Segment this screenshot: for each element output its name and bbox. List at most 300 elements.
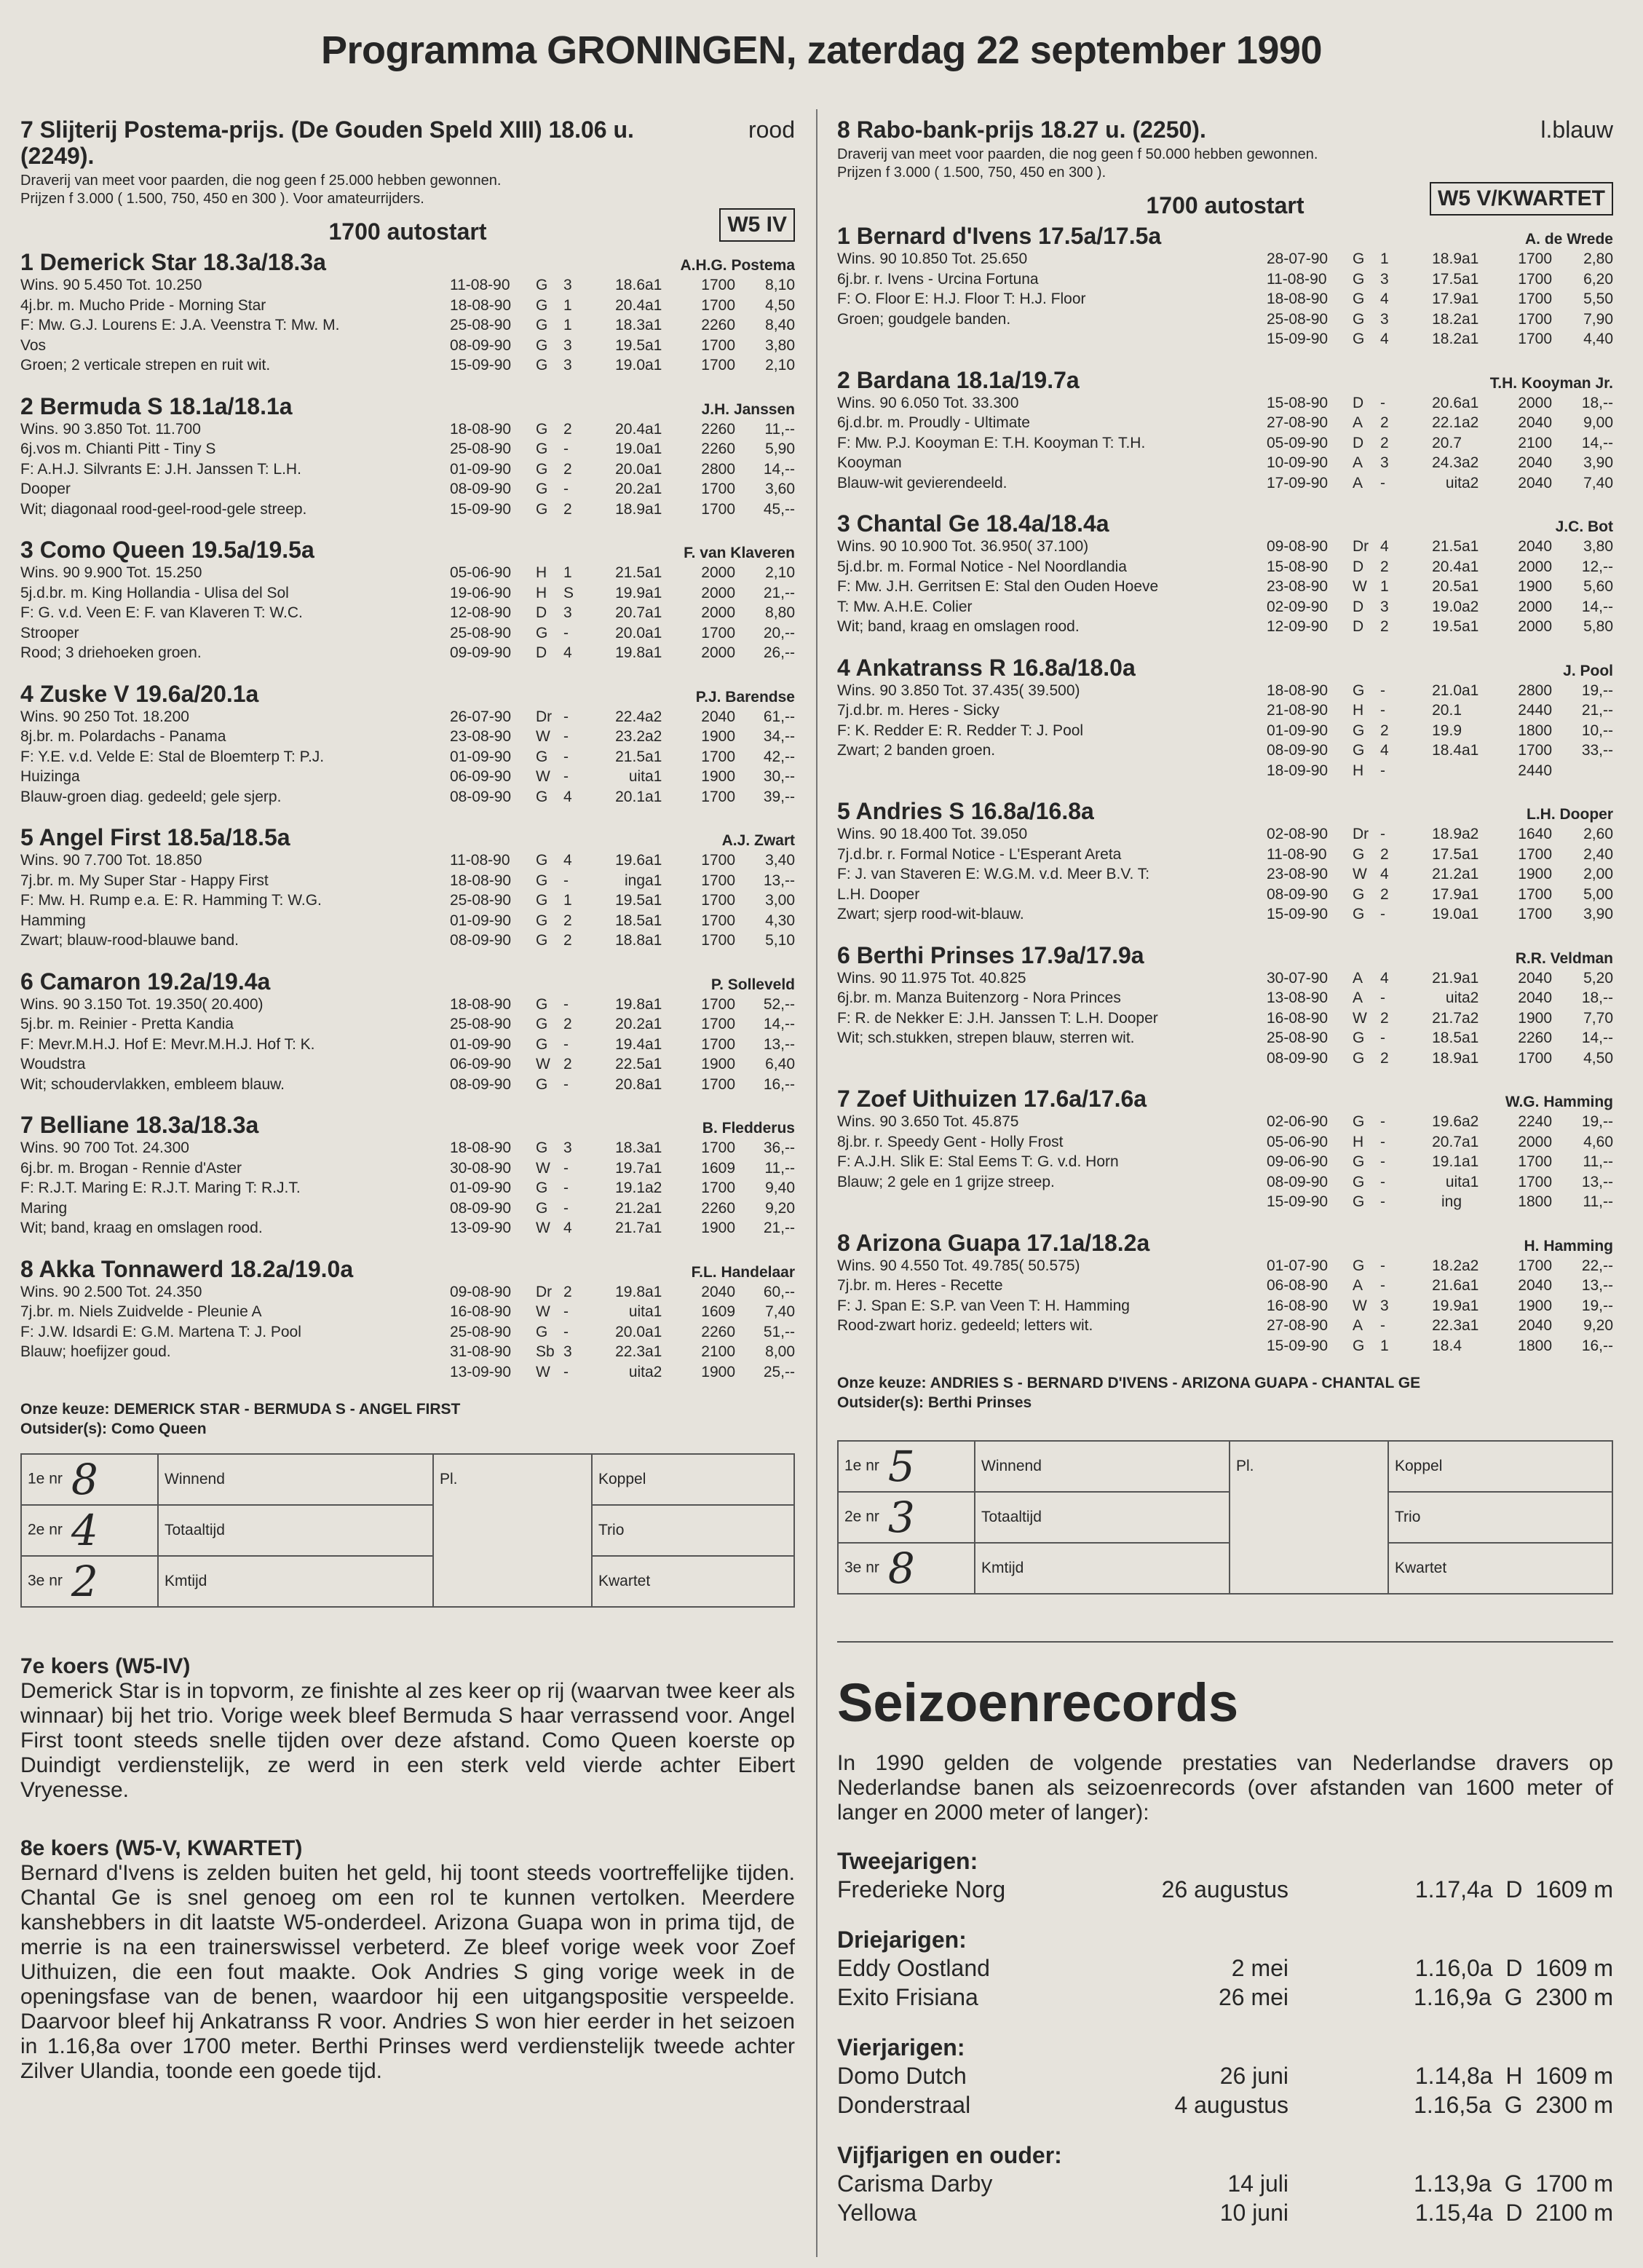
record-row xyxy=(837,2169,1613,2198)
run-odds: 9,20 xyxy=(765,1199,795,1217)
run-place: 2 xyxy=(1380,558,1389,575)
run-track: A xyxy=(1353,969,1363,987)
run-place: 3 xyxy=(563,336,572,354)
run-class: a1 xyxy=(1462,331,1479,347)
koppel-label: Koppel xyxy=(592,1454,794,1505)
info-line: F: Mw. H. Rump e.a. E: R. Hamming T: W.G. xyxy=(20,892,322,909)
run-time: 18.8 xyxy=(615,932,645,949)
run-odds: 11,-- xyxy=(764,1159,795,1177)
horse-entry xyxy=(837,655,1613,781)
run-track: G xyxy=(1353,1153,1365,1170)
run-time: 21.7 xyxy=(615,1220,645,1236)
run-class: a1 xyxy=(645,1323,662,1340)
run-time: 18.6 xyxy=(615,277,645,293)
result-row-2 xyxy=(21,1505,158,1556)
run-distance: 2440 xyxy=(1518,702,1552,719)
run-place: S xyxy=(563,584,574,601)
run-place: 1 xyxy=(1380,1337,1389,1354)
run-class: a2 xyxy=(1462,989,1479,1006)
run-class: a1 xyxy=(1462,1049,1479,1067)
position-label: 1e nr xyxy=(28,1470,63,1487)
run-odds: 21,-- xyxy=(763,584,795,601)
run-time: 19.5 xyxy=(1432,618,1462,635)
recent-runs xyxy=(450,995,795,1095)
run-track: G xyxy=(1353,1113,1365,1130)
horse-header xyxy=(837,223,1613,249)
info-line: Dooper xyxy=(20,481,71,497)
run-class: a1 xyxy=(645,1159,662,1177)
info-line: Wit; band, kraag en omslagen rood. xyxy=(837,618,1080,635)
run-date: 06-09-90 xyxy=(450,1056,512,1072)
run-time: 19.0 xyxy=(1432,906,1462,922)
bet-type-badge: W5 IV xyxy=(719,208,795,242)
run-track: G xyxy=(1353,845,1365,863)
place-label: Pl. xyxy=(433,1454,592,1607)
run-time: 20.7 xyxy=(1432,1133,1462,1150)
run-track: G xyxy=(1353,1193,1365,1210)
run-class xyxy=(1462,721,1492,741)
run-distance: 2000 xyxy=(701,584,735,601)
run-time: 17.5 xyxy=(1432,270,1462,288)
run-class: a1 xyxy=(1462,742,1479,759)
run-track: G xyxy=(536,995,548,1013)
horse-entry xyxy=(20,968,795,1095)
trainer-name: H. Hamming xyxy=(1524,1237,1613,1254)
horse-details xyxy=(837,1112,1613,1212)
run-class: a2 xyxy=(1462,598,1479,615)
run-track: G xyxy=(1353,1173,1365,1190)
info-line: Wit; diagonaal rood-geel-rood-gele streep. xyxy=(20,500,307,518)
run-date: 26-07-90 xyxy=(450,708,512,725)
run-time: 21.7 xyxy=(1432,1009,1462,1027)
info-line: 5j.d.br. m. King Hollandia - Ulisa del Sol xyxy=(20,584,289,601)
run-odds: 60,-- xyxy=(763,1283,795,1300)
info-line: F: J.W. Idsardi E: G.M. Martena T: J. Pool xyxy=(20,1323,301,1340)
run-track: W xyxy=(536,1056,550,1072)
info-line: F: J. van Staveren E: W.G.M. v.d. Meer B.V. T: xyxy=(837,866,1150,882)
run-time: 21.9 xyxy=(1432,969,1462,987)
run-place: 2 xyxy=(563,460,572,478)
record-result: 1.13,9a G 1700 m xyxy=(1414,2170,1613,2197)
run-time: 20.0 xyxy=(615,460,645,478)
horse-details xyxy=(837,1256,1613,1356)
run-class: a1 xyxy=(645,440,662,457)
run-class: a2 xyxy=(1462,474,1479,491)
record-horse: Frederieke Norg xyxy=(837,1876,1006,1902)
info-line: Groen; goudgele banden. xyxy=(837,310,1011,328)
run-time: 21.6 xyxy=(1432,1277,1462,1294)
run-odds: 2,10 xyxy=(765,357,795,374)
info-line: 6j.br. m. Manza Buitenzorg - Nora Princes xyxy=(837,989,1121,1006)
run-track: G xyxy=(536,1199,548,1217)
run-distance: 1700 xyxy=(1518,310,1552,328)
run-odds: 13,-- xyxy=(1581,1277,1613,1294)
run-time: 17.9 xyxy=(1432,885,1462,903)
run-place: - xyxy=(563,728,569,745)
run-time: 20.4 xyxy=(615,296,645,314)
info-line: Zwart; sjerp rood-wit-blauw. xyxy=(837,906,1024,922)
race-title: 8 Rabo-bank-prijs 18.27 u. (2250). xyxy=(837,116,1206,143)
run-class xyxy=(1462,433,1492,454)
run-class: a1 xyxy=(645,1139,662,1156)
run-odds: 18,-- xyxy=(1581,989,1613,1006)
section-divider xyxy=(837,1641,1613,1643)
run-distance: 1700 xyxy=(701,277,735,293)
run-track: A xyxy=(1353,1277,1363,1294)
run-class: a2 xyxy=(645,1363,662,1380)
run-class: a2 xyxy=(1462,1257,1479,1274)
info-line: Rood; 3 driehoeken groen. xyxy=(20,644,202,661)
run-time: uit xyxy=(1445,1173,1462,1190)
info-line: Kooyman xyxy=(837,454,902,471)
horse-name: 8 Akka Tonnawerd 18.2a/19.0a xyxy=(20,1255,354,1282)
record-row xyxy=(837,1875,1613,1904)
run-odds: 2,40 xyxy=(1583,845,1613,863)
run-distance: 1700 xyxy=(701,296,735,314)
run-odds: 61,-- xyxy=(763,708,795,725)
run-odds: 7,70 xyxy=(1583,1009,1613,1027)
run-date: 11-08-90 xyxy=(1267,845,1327,863)
run-place: - xyxy=(563,995,569,1013)
run-class: a1 xyxy=(645,892,662,909)
autostart-label: 1700 autostart xyxy=(1146,192,1304,218)
run-track: G xyxy=(536,624,548,641)
info-line: 8j.br. r. Speedy Gent - Holly Frost xyxy=(837,1133,1064,1150)
race8-column xyxy=(837,116,1613,2227)
run-time: 21.5 xyxy=(615,564,645,581)
run-time: 20.4 xyxy=(1432,558,1462,575)
horse-entry xyxy=(837,942,1613,1069)
info-line: Wins. 90 700 Tot. 24.300 xyxy=(20,1139,189,1156)
run-track: G xyxy=(536,1323,548,1340)
run-distance: 2000 xyxy=(1518,618,1552,635)
koppel-label: Koppel xyxy=(1388,1441,1612,1492)
run-date: 01-09-90 xyxy=(1267,722,1329,739)
run-date: 10-09-90 xyxy=(1267,454,1329,471)
info-line: Wins. 90 18.400 Tot. 39.050 xyxy=(837,826,1028,842)
run-odds: 9,20 xyxy=(1583,1317,1613,1334)
horse-info xyxy=(837,1256,1267,1356)
run-date: 15-09-90 xyxy=(450,500,512,518)
run-class: a1 xyxy=(1462,845,1479,863)
recent-runs xyxy=(450,850,795,951)
horse-info xyxy=(837,824,1267,925)
run-distance: 1700 xyxy=(1518,1153,1552,1170)
run-odds: 34,-- xyxy=(763,728,795,745)
run-track: W xyxy=(1353,1009,1367,1027)
run-track: D xyxy=(536,604,547,621)
horse-info xyxy=(837,537,1267,637)
info-line: 7j.d.br. r. Formal Notice - L'Esperant Areta xyxy=(837,845,1122,863)
run-time: 20.1 xyxy=(1432,702,1462,719)
info-line: F: J. Span E: S.P. van Veen T: H. Hamming xyxy=(837,1297,1130,1314)
run-distance: 2040 xyxy=(701,708,735,725)
recent-runs xyxy=(1267,249,1613,349)
horse-details xyxy=(837,249,1613,349)
run-odds: 21,-- xyxy=(1581,702,1613,719)
run-date: 08-09-90 xyxy=(450,932,512,949)
run-place: 3 xyxy=(563,1139,572,1156)
run-distance: 1900 xyxy=(1518,578,1552,595)
run-date: 27-08-90 xyxy=(1267,1317,1329,1334)
run-place: - xyxy=(563,872,569,889)
run-time: 18.3 xyxy=(615,1139,645,1156)
run-odds: 8,80 xyxy=(765,604,795,621)
run-place: 4 xyxy=(1380,742,1389,759)
run-class: a2 xyxy=(645,728,662,745)
run-track: G xyxy=(1353,331,1365,347)
run-date: 18-08-90 xyxy=(1267,681,1329,699)
bet-type-badge: W5 V/KWARTET xyxy=(1430,182,1613,216)
run-date: 15-09-90 xyxy=(1267,906,1329,922)
run-time: 19.1 xyxy=(1432,1153,1462,1170)
comment-text: Demerick Star is in topvorm, ze finishte al zes keer op rij (waarvan twee keer als winnaar) bij het trio. Vorige week bleef Bermuda S haar verrassend voor. Angel First toont steeds snelle tijden over deze afstand. Como Queen koerste op Duindigt verdienstelijk, ze werd in een sterk veld vierde achter Eibert Vryenesse. xyxy=(20,1679,795,1802)
horse-list xyxy=(20,249,795,1382)
run-class: a1 xyxy=(1462,885,1479,903)
run-class: a1 xyxy=(645,1016,662,1032)
run-class: a1 xyxy=(645,1056,662,1072)
run-class: a1 xyxy=(645,420,662,438)
horse-name: 4 Ankatranss R 16.8a/18.0a xyxy=(837,654,1136,681)
run-class: a1 xyxy=(645,1220,662,1236)
run-distance: 2040 xyxy=(1518,474,1552,491)
recent-runs xyxy=(450,1282,795,1383)
run-time: 19.9 xyxy=(1432,722,1462,739)
trainer-name: J.C. Bot xyxy=(1555,518,1613,535)
run-time: 21.5 xyxy=(615,748,645,765)
run-date: 15-08-90 xyxy=(1267,394,1329,411)
run-place: 1 xyxy=(1380,578,1389,595)
run-class: a1 xyxy=(645,932,662,949)
info-line: 4j.br. m. Mucho Pride - Morning Star xyxy=(20,296,266,314)
recent-runs xyxy=(1267,968,1613,1069)
run-track: W xyxy=(536,1363,550,1380)
run-odds: 19,-- xyxy=(1581,681,1613,699)
run-class: a1 xyxy=(645,748,662,765)
run-date: 25-08-90 xyxy=(450,317,512,333)
horse-info xyxy=(20,1282,450,1383)
run-odds: 39,-- xyxy=(763,788,795,805)
record-row xyxy=(837,2090,1613,2119)
run-distance: 2000 xyxy=(1518,598,1552,615)
run-class: a1 xyxy=(645,564,662,581)
horse-name: 5 Andries S 16.8a/16.8a xyxy=(837,798,1094,824)
record-group-label: Tweejarigen: xyxy=(837,1848,978,1874)
info-line: 5j.br. m. Reinier - Pretta Kandia xyxy=(20,1016,234,1032)
run-place: 2 xyxy=(563,1056,572,1072)
run-place: 2 xyxy=(563,1283,572,1300)
run-odds: 3,80 xyxy=(1583,538,1613,555)
run-time: 19.9 xyxy=(615,584,645,601)
run-track: W xyxy=(536,1303,550,1320)
run-date: 25-08-90 xyxy=(1267,310,1329,328)
run-place: - xyxy=(1380,1317,1385,1334)
run-track: G xyxy=(536,460,548,478)
run-distance: 1700 xyxy=(701,1016,735,1032)
comment-text: Bernard d'Ivens is zelden buiten het geld, hij toont steeds voortreffelijke tijden. Chantal Ge is snel genoeg om een rol te kunnen vertolken. Meerdere kanshebbers in dit laatste W5-onderdeel. Arizona Guapa won in prima tijd, de merrie is na een trainerswissel verbeterd. Ze bleef vorige week voor Zoef Uithuizen, die een fout maakte. Ook Andries S ging vorige week in de openingsfase van de benen, waardoor hij een uitgangspositie verspeelde. Daarvoor bleef hij Ankatranss R voor. Andries S won hier eerder in het seizoen in 1.16,8a over 1700 meter. Berthi Prinses werd verdienstelijk tweede achter Zilver Ulandia, toonde een goede tijd. xyxy=(20,1861,795,2083)
run-time: 22.3 xyxy=(615,1343,645,1360)
run-track: A xyxy=(1353,474,1363,491)
run-date: 25-08-90 xyxy=(1267,1030,1329,1046)
run-distance: 1900 xyxy=(701,768,735,785)
run-date: 19-06-90 xyxy=(450,584,512,601)
position-label: 2e nr xyxy=(844,1508,879,1525)
run-distance: 1700 xyxy=(1518,1049,1552,1067)
horse-header xyxy=(20,1256,795,1282)
run-odds: 16,-- xyxy=(763,1075,795,1093)
run-odds: 12,-- xyxy=(1581,558,1613,575)
recent-runs xyxy=(1267,537,1613,637)
run-time: 20.2 xyxy=(615,1016,645,1032)
run-date: 08-09-90 xyxy=(450,788,512,805)
run-odds: 7,90 xyxy=(1583,310,1613,328)
run-odds: 3,90 xyxy=(1583,906,1613,922)
run-class: a1 xyxy=(645,500,662,518)
run-date: 08-09-90 xyxy=(1267,1049,1329,1067)
run-class: a1 xyxy=(645,624,662,641)
horse-entry xyxy=(837,367,1613,494)
run-distance: 1900 xyxy=(1518,1009,1552,1027)
run-distance: 2800 xyxy=(701,460,735,478)
record-horse: Carisma Darby xyxy=(837,2170,993,2197)
run-place: - xyxy=(1380,1193,1385,1210)
run-distance: 1700 xyxy=(701,852,735,869)
run-distance: 1700 xyxy=(701,788,735,805)
run-distance: 1700 xyxy=(701,1035,735,1053)
record-date: 14 juli xyxy=(1227,2170,1288,2197)
info-line: Blauw; 2 gele en 1 grijze streep. xyxy=(837,1173,1055,1190)
info-line: Vos xyxy=(20,336,47,354)
run-distance: 2240 xyxy=(1518,1113,1552,1130)
result-row-2 xyxy=(838,1492,975,1543)
run-track: H xyxy=(1353,702,1364,719)
run-odds: 3,60 xyxy=(765,481,795,497)
run-date: 18-08-90 xyxy=(450,995,512,1013)
info-line: 8j.br. m. Polardachs - Panama xyxy=(20,728,226,745)
run-place: - xyxy=(563,624,569,641)
position-label: 2e nr xyxy=(28,1521,63,1538)
run-date: 11-08-90 xyxy=(450,277,510,293)
run-distance: 2000 xyxy=(701,644,735,661)
run-distance: 2040 xyxy=(701,1283,735,1300)
handwritten-number: 8 xyxy=(887,1544,915,1593)
horse-info xyxy=(837,249,1267,349)
horse-info xyxy=(837,681,1267,781)
run-distance: 1700 xyxy=(1518,742,1552,759)
run-distance: 2040 xyxy=(1518,454,1552,471)
run-distance: 1900 xyxy=(701,1363,735,1380)
run-odds: 19,-- xyxy=(1581,1113,1613,1130)
run-odds: 6,40 xyxy=(765,1056,795,1072)
info-line: Blauw; hoefijzer goud. xyxy=(20,1343,171,1360)
run-odds: 25,-- xyxy=(763,1363,795,1380)
run-class: a1 xyxy=(1462,906,1479,922)
run-odds: 11,-- xyxy=(764,420,795,438)
place-label: Pl. xyxy=(1230,1441,1388,1594)
info-line: T: Mw. A.H.E. Colier xyxy=(837,598,973,615)
run-odds: 8,10 xyxy=(765,277,795,293)
run-class: a1 xyxy=(1462,310,1479,328)
info-line: 7j.br. m. Niels Zuidvelde - Pleunie A xyxy=(20,1303,262,1320)
run-class: a1 xyxy=(1462,1277,1479,1294)
run-time: 18.4 xyxy=(1432,1337,1462,1354)
run-place: - xyxy=(563,440,569,457)
horse-header xyxy=(837,1086,1613,1112)
info-line: F: O. Floor E: H.J. Floor T: H.J. Floor xyxy=(837,291,1086,307)
info-line: F: R.J.T. Maring E: R.J.T. Maring T: R.J.T. xyxy=(20,1180,301,1196)
run-class: a1 xyxy=(645,1075,662,1093)
run-place: 3 xyxy=(1380,1297,1389,1314)
handwritten-number: 4 xyxy=(71,1506,98,1555)
run-class: a1 xyxy=(1462,618,1479,635)
run-place: 3 xyxy=(1380,310,1389,328)
run-time: 18.9 xyxy=(1432,1049,1462,1067)
horse-header xyxy=(837,367,1613,393)
run-place: - xyxy=(563,1323,569,1340)
run-odds: 13,-- xyxy=(1581,1173,1613,1190)
race-conditions xyxy=(20,172,795,208)
run-time: 20.7 xyxy=(615,604,645,621)
run-class: a2 xyxy=(645,1180,662,1196)
run-class: a1 xyxy=(1462,270,1479,288)
horse-info xyxy=(20,707,450,807)
run-track: A xyxy=(1353,1317,1363,1334)
run-odds: 7,40 xyxy=(765,1303,795,1320)
run-place: - xyxy=(1380,1277,1385,1294)
trainer-name: A.H.G. Postema xyxy=(680,257,795,274)
run-class: a1 xyxy=(645,788,662,805)
run-date: 08-09-90 xyxy=(450,1199,512,1217)
run-time: 19.8 xyxy=(615,995,645,1013)
run-time: uit xyxy=(1445,474,1462,491)
run-odds: 4,50 xyxy=(1583,1049,1613,1067)
run-track: G xyxy=(536,872,548,889)
info-line: Wins. 90 3.850 Tot. 37.435( 39.500) xyxy=(837,681,1080,699)
run-date: 11-08-90 xyxy=(450,852,510,869)
run-distance: 2000 xyxy=(1518,558,1552,575)
info-line: Huizinga xyxy=(20,768,80,785)
run-odds: 14,-- xyxy=(1581,434,1613,451)
run-track: G xyxy=(1353,906,1365,922)
record-horse: Exito Frisiana xyxy=(837,1984,978,2010)
run-class: a1 xyxy=(645,852,662,869)
run-track: G xyxy=(536,912,548,929)
run-date: 08-09-90 xyxy=(1267,885,1329,903)
run-place: 2 xyxy=(1380,722,1389,739)
run-time: 18.4 xyxy=(1432,742,1462,759)
trainer-name: R.R. Veldman xyxy=(1515,949,1613,967)
run-time: 17.5 xyxy=(1432,845,1462,863)
info-line: 7j.br. m. My Super Star - Happy First xyxy=(20,872,269,889)
horse-details xyxy=(20,1138,795,1238)
run-track: W xyxy=(536,1220,550,1236)
run-odds: 5,60 xyxy=(1583,578,1613,595)
run-place: 3 xyxy=(1380,454,1389,471)
run-distance: 2440 xyxy=(1518,762,1552,779)
autostart-row xyxy=(837,182,1613,223)
run-time: 21.0 xyxy=(1432,681,1462,699)
run-class: a1 xyxy=(645,1283,662,1300)
record-result: 1.16,5a G 2300 m xyxy=(1414,2092,1613,2118)
run-time: 18.2 xyxy=(1432,1257,1462,1274)
run-track: G xyxy=(536,357,548,374)
info-line: F: Mw. J.H. Gerritsen E: Stal den Ouden Hoeve xyxy=(837,578,1159,595)
run-place: 2 xyxy=(1380,845,1389,863)
run-distance: 1900 xyxy=(1518,866,1552,882)
run-class xyxy=(1462,761,1492,781)
run-place: 2 xyxy=(563,1016,572,1032)
run-place: - xyxy=(1380,1133,1385,1150)
